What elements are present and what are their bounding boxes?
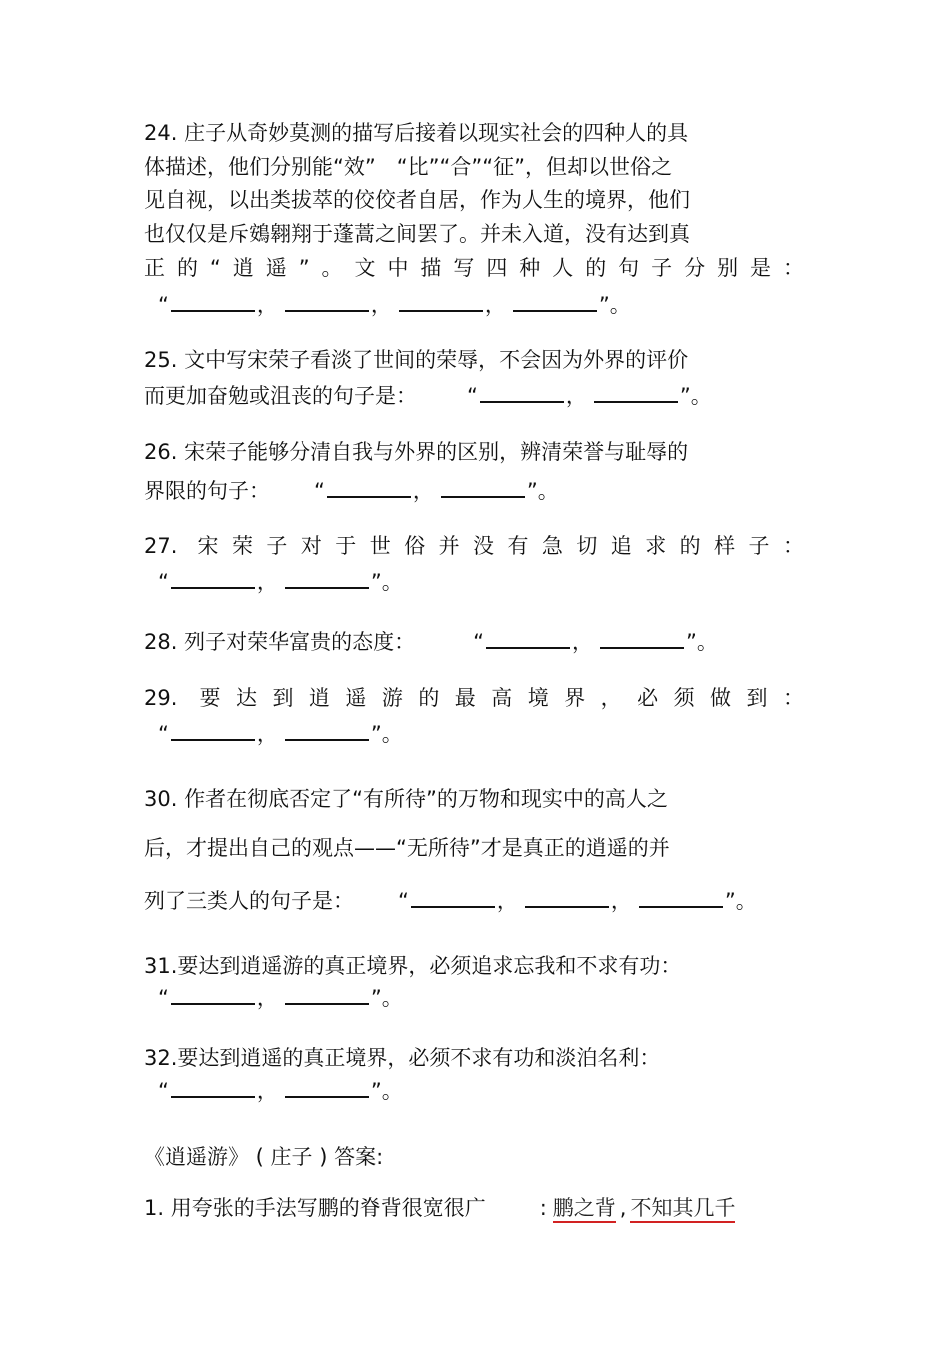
comma: ， bbox=[370, 293, 392, 317]
period: 。 bbox=[696, 630, 718, 654]
comma: ， bbox=[571, 630, 593, 654]
period: 。 bbox=[381, 722, 403, 746]
answer-blank[interactable] bbox=[480, 381, 564, 403]
answer-1-colon: : bbox=[539, 1196, 547, 1220]
answer-blank[interactable] bbox=[327, 476, 411, 498]
comma: ， bbox=[484, 293, 506, 317]
answer-1-part-1: 鹏之背 bbox=[553, 1196, 616, 1223]
q29-answer-blanks bbox=[158, 719, 403, 747]
q24-answer-blanks bbox=[158, 290, 631, 318]
q27-line-1: 27. 宋荣子对于世俗并没有急切追求的样子： bbox=[144, 534, 804, 558]
comma: ， bbox=[256, 986, 278, 1010]
period: 。 bbox=[735, 889, 757, 913]
answer-1-question: 1. 用夸张的手法写鹏的脊背很宽很广 bbox=[144, 1196, 486, 1220]
q25-line-2 bbox=[144, 381, 712, 409]
answer-blank[interactable] bbox=[411, 886, 495, 908]
period: 。 bbox=[381, 1079, 403, 1103]
answer-blank[interactable] bbox=[171, 290, 255, 312]
answer-blank[interactable] bbox=[399, 290, 483, 312]
q30-line-3 bbox=[144, 886, 757, 914]
comma: ， bbox=[412, 479, 434, 503]
answer-blank[interactable] bbox=[285, 567, 369, 589]
q32-answer-blanks bbox=[158, 1076, 403, 1104]
answer-heading: 《逍遥游》 ( 庄子 ) 答案: bbox=[144, 1145, 384, 1169]
answer-blank[interactable] bbox=[441, 476, 525, 498]
close-quote: ” bbox=[598, 293, 610, 317]
period: 。 bbox=[609, 293, 631, 317]
open-quote: “ bbox=[473, 630, 484, 654]
open-quote: “ bbox=[158, 293, 169, 317]
answer-1 bbox=[144, 1195, 735, 1221]
answer-blank[interactable] bbox=[171, 1076, 255, 1098]
close-quote: ” bbox=[370, 986, 382, 1010]
answer-blank[interactable] bbox=[285, 983, 369, 1005]
period: 。 bbox=[381, 570, 403, 594]
q24-line-3: 见自视，以出类拔萃的佼佼者自居，作为人生的境界，他们 bbox=[144, 188, 690, 212]
q28-line-1 bbox=[144, 627, 718, 655]
close-quote: ” bbox=[526, 479, 538, 503]
close-quote: ” bbox=[370, 1079, 382, 1103]
answer-blank[interactable] bbox=[594, 381, 678, 403]
q24-line-5: 正的“逍遥”。文中描写四种人的句子分别是： bbox=[144, 256, 804, 280]
answer-blank[interactable] bbox=[285, 1076, 369, 1098]
open-quote: “ bbox=[467, 384, 478, 408]
q26-line-1: 26. 宋荣子能够分清自我与外界的区别，辨清荣誉与耻辱的 bbox=[144, 440, 689, 464]
open-quote: “ bbox=[158, 570, 169, 594]
period: 。 bbox=[690, 384, 712, 408]
answer-blank[interactable] bbox=[171, 983, 255, 1005]
comma: ， bbox=[565, 384, 587, 408]
answer-blank[interactable] bbox=[486, 627, 570, 649]
answer-blank[interactable] bbox=[525, 886, 609, 908]
answer-1-separator: , bbox=[619, 1196, 627, 1220]
q31-answer-blanks bbox=[158, 983, 403, 1011]
answer-blank[interactable] bbox=[513, 290, 597, 312]
close-quote: ” bbox=[370, 722, 382, 746]
open-quote: “ bbox=[398, 889, 409, 913]
answer-blank[interactable] bbox=[171, 567, 255, 589]
period: 。 bbox=[537, 479, 559, 503]
q28-text: 28. 列子对荣华富贵的态度： bbox=[144, 630, 416, 654]
comma: ， bbox=[256, 1079, 278, 1103]
close-quote: ” bbox=[724, 889, 736, 913]
q26-line-2 bbox=[144, 476, 559, 504]
comma: ， bbox=[256, 293, 278, 317]
answer-blank[interactable] bbox=[600, 627, 684, 649]
answer-blank[interactable] bbox=[639, 886, 723, 908]
q30-line-1: 30. 作者在彻底否定了“有所待”的万物和现实中的高人之 bbox=[144, 787, 668, 811]
open-quote: “ bbox=[158, 986, 169, 1010]
comma: ， bbox=[256, 570, 278, 594]
answer-1-part-2: 不知其几千 bbox=[630, 1196, 735, 1223]
q26-line-2-text: 界限的句子： bbox=[144, 479, 270, 503]
answer-blank[interactable] bbox=[171, 719, 255, 741]
answer-blank[interactable] bbox=[285, 290, 369, 312]
comma: ， bbox=[496, 889, 518, 913]
q29-line-1: 29. 要达到逍遥游的最高境界，必须做到： bbox=[144, 686, 804, 710]
q30-line-2: 后，才提出自己的观点——“无所待”才是真正的逍遥的并 bbox=[144, 836, 670, 860]
open-quote: “ bbox=[158, 722, 169, 746]
comma: ， bbox=[256, 722, 278, 746]
close-quote: ” bbox=[685, 630, 697, 654]
period: 。 bbox=[381, 986, 403, 1010]
q25-line-1: 25. 文中写宋荣子看淡了世间的荣辱，不会因为外界的评价 bbox=[144, 348, 689, 372]
q24-line-4: 也仅仅是斥鴳翱翔于蓬蒿之间罢了。并未入道，没有达到真 bbox=[144, 222, 690, 246]
q24-line-2: 体描述，他们分别能“效” “比”“合”“征”，但却以世俗之 bbox=[144, 155, 673, 179]
q24-line-1: 24. 庄子从奇妙莫测的描写后接着以现实社会的四种人的具 bbox=[144, 121, 689, 145]
close-quote: ” bbox=[679, 384, 691, 408]
q31-line-1: 31.要达到逍遥游的真正境界，必须追求忘我和不求有功： bbox=[144, 954, 682, 978]
comma: ， bbox=[610, 889, 632, 913]
open-quote: “ bbox=[314, 479, 325, 503]
q32-line-1: 32.要达到逍遥的真正境界，必须不求有功和淡泊名利： bbox=[144, 1046, 661, 1070]
q25-line-2-text: 而更加奋勉或沮丧的句子是： bbox=[144, 384, 417, 408]
open-quote: “ bbox=[158, 1079, 169, 1103]
q27-answer-blanks bbox=[158, 567, 403, 595]
answer-blank[interactable] bbox=[285, 719, 369, 741]
q30-line-3-text: 列了三类人的句子是： bbox=[144, 889, 354, 913]
close-quote: ” bbox=[370, 570, 382, 594]
